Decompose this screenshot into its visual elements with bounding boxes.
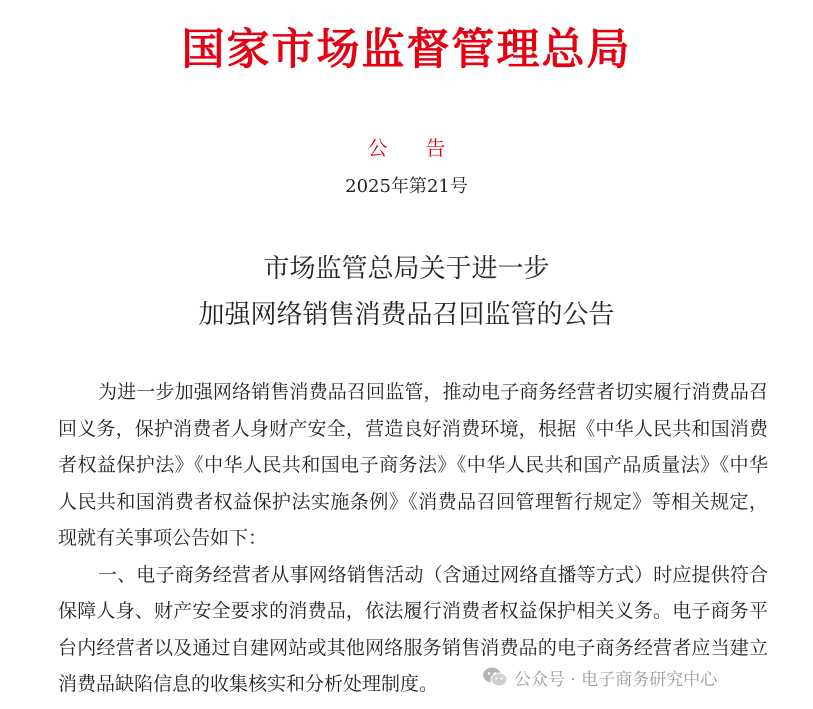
wechat-icon [482,666,508,688]
document-title-line-2: 加强网络销售消费品召回监管的公告 [198,300,615,330]
body-paragraph-intro: 为进一步加强网络销售消费品召回监管，推动电子商务经营者切实履行消费品召回义务，保护消费者人身财产安全，营造良好消费环境，根据《中华人民共和国消费者权益保护法》《中华人民共和国电子商务法》《中华人民共和国产品质量法》《中华人民共和国消费者权益保护法实施条例》《消费品召回管理暂行规定》等相关规定，现就有关事项公告如下： [58,381,768,549]
watermark [478,664,721,690]
document-title-line-1: 市场监管总局关于进一步 [263,254,550,284]
agency-header-title: 国家市场监督管理总局 [181,25,632,75]
watermark-text: 公众号 · 电子商务研究中心 [514,669,718,690]
document-number: 2025年第21号 [345,176,468,197]
body-paragraph-item-1: 一、电子商务经营者从事网络销售活动（含通过网络直播等方式）时应提供符合保障人身、财产安全要求的消费品，依法履行消费者权益保护相关义务。电子商务平台内经营者以及通过自建网站或其他网络服务销售消费品的电子商务经营者应当建立消费品缺陷信息的收集核实和分析处理制度。 [58,563,768,695]
notice-label: 公告 [367,136,484,160]
document-body [58,374,768,703]
